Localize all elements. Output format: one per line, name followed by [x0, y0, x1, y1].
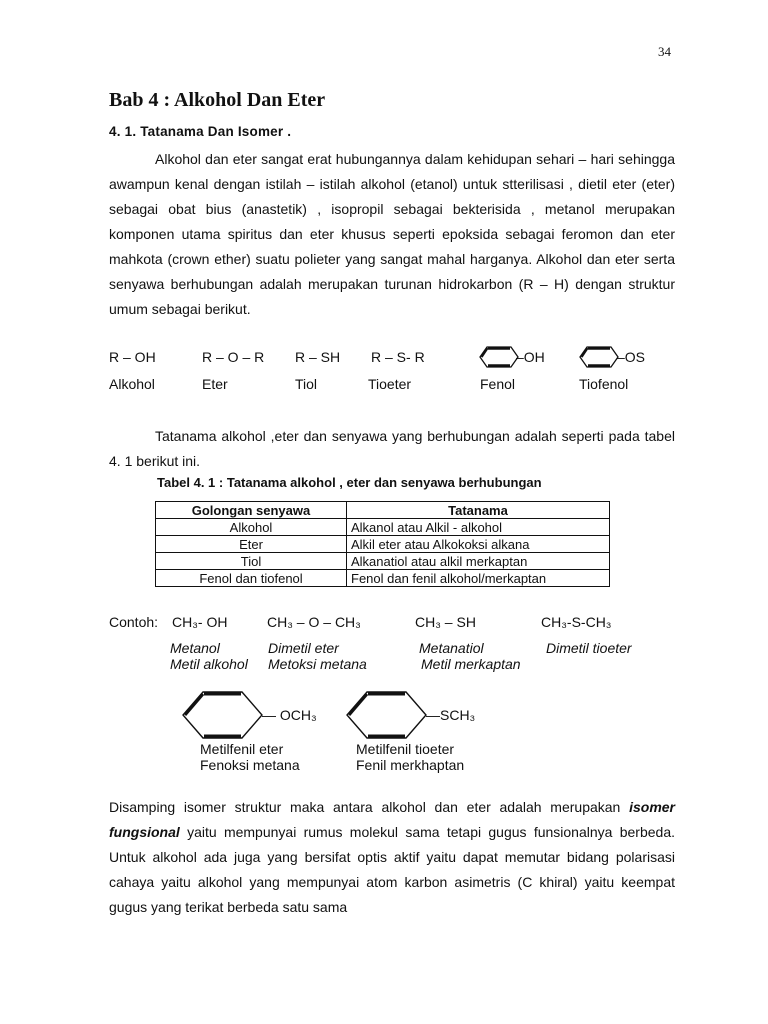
table-cell: Fenol dan tiofenol [156, 570, 347, 587]
table-cell: Tiol [156, 553, 347, 570]
structure-formula-tioeter: R – S- R [371, 349, 425, 365]
structure-name-tiol: Tiol [295, 376, 318, 392]
benzene-ring-icon [480, 346, 520, 368]
aromatic-substituent: — OCH₃ [262, 707, 317, 723]
table-intro-paragraph [109, 424, 675, 474]
intro-paragraph [109, 147, 675, 322]
table-row [156, 553, 610, 570]
aromatic-alt-name: Fenil merkhaptan [356, 757, 465, 773]
table-header: Golongan senyawa [156, 502, 347, 519]
benzene-ring-icon [347, 690, 431, 740]
table-header-row [156, 502, 610, 519]
structure-formula-alkohol: R – OH [109, 349, 156, 365]
structure-formula-tiofenol: –OS [617, 349, 646, 365]
table-row [156, 519, 610, 536]
table-cell: Alkanol atau Alkil - alkohol [347, 519, 610, 536]
example-name: Dimetil eter [268, 640, 339, 656]
table-row [156, 570, 610, 587]
emphasis-text: isomer fungsional [109, 799, 676, 840]
table-header: Tatanama [347, 502, 610, 519]
aromatic-substituent: —SCH₃ [426, 707, 476, 723]
tiofenol-group: OS [624, 349, 646, 365]
table-cell: Eter [156, 536, 347, 553]
table-cell: Alkil eter atau Alkokoksi alkana [347, 536, 610, 553]
final-text-part2: yaitu mempunyai rumus molekul sama tetapi gugus funsionalnya berbeda. Untuk alkohol ada juga yang bersifat optis aktif yaitu dapat memutar bidang polarisasi cahaya yaitu alkohol yang mempunyai atom karbon asimetris (C khiral) yaitu keempat gugus yang terikat berbeda satu sama [109, 824, 675, 915]
example-formula: CH₃ – O – CH₃ [267, 614, 361, 630]
examples-label: Contoh: [109, 614, 159, 630]
aromatic-name: Metilfenil eter [200, 741, 284, 757]
example-formula: CH₃ – SH [415, 614, 476, 630]
benzene-ring-icon [183, 690, 267, 740]
example-alt-name: Metil alkohol [170, 656, 248, 672]
nomenclature-table [155, 501, 610, 587]
example-formula: CH₃- OH [172, 614, 228, 630]
aromatic-name: Metilfenil tioeter [356, 741, 455, 757]
structure-name-tioeter: Tioeter [368, 376, 412, 392]
benzene-ring-icon [580, 346, 620, 368]
table-cell: Fenol dan fenil alkohol/merkaptan [347, 570, 610, 587]
table-row [156, 536, 610, 553]
page-number: 34 [658, 44, 671, 59]
table-cell: Alkanatiol atau alkil merkaptan [347, 553, 610, 570]
structure-name-eter: Eter [202, 376, 228, 392]
intro-text: Alkohol dan eter sangat erat hubungannya dalam kehidupan sehari – hari sehingga awampun kenal dengan istilah – istilah alkohol (etanol) untuk stterilisasi , dietil eter (eter) sebagai obat bius (anastetik) , isopropil sebagai bekterisida , metanol merupakan komponen utama spiritus dan eter khusus seperti epoksida sebagai feromon dan eter mahkota (crown ether) suatu polieter yang sangat mahal harganya. Alkohol dan eter serta senyawa berhubungan adalah merupakan turunan hidrokarbon (R – H) dengan struktur umum sebagai berikut. [109, 151, 675, 317]
fenol-group: OH [523, 349, 545, 365]
table-caption: Tabel 4. 1 : Tatanama alkohol , eter dan senyawa berhubungan [157, 475, 542, 490]
aromatic-alt-name: Fenoksi metana [200, 757, 300, 773]
example-name: Metanol [170, 640, 220, 656]
table-cell: Alkohol [156, 519, 347, 536]
example-alt-name: Metil merkaptan [421, 656, 521, 672]
structure-name-fenol: Fenol [480, 376, 516, 392]
chapter-title: Bab 4 : Alkohol Dan Eter [109, 89, 326, 111]
section-title: 4. 1. Tatanama Dan Isomer . [109, 124, 292, 139]
structure-formula-fenol: –OH [516, 349, 545, 365]
table-intro-text: Tatanama alkohol ,eter dan senyawa yang berhubungan adalah seperti pada tabel 4. 1 berikut ini. [109, 428, 675, 469]
structure-formula-eter: R – O – R [202, 349, 265, 365]
structure-name-tiofenol: Tiofenol [579, 376, 629, 392]
example-name: Dimetil tioeter [546, 640, 632, 656]
example-alt-name: Metoksi metana [268, 656, 367, 672]
final-text-part1: Disamping isomer struktur maka antara alkohol dan eter adalah merupakan [109, 799, 621, 815]
example-formula: CH₃-S-CH₃ [541, 614, 612, 630]
structure-name-alkohol: Alkohol [109, 376, 155, 392]
final-paragraph [109, 795, 675, 920]
structure-formula-tiol: R – SH [295, 349, 341, 365]
example-name: Metanatiol [419, 640, 484, 656]
